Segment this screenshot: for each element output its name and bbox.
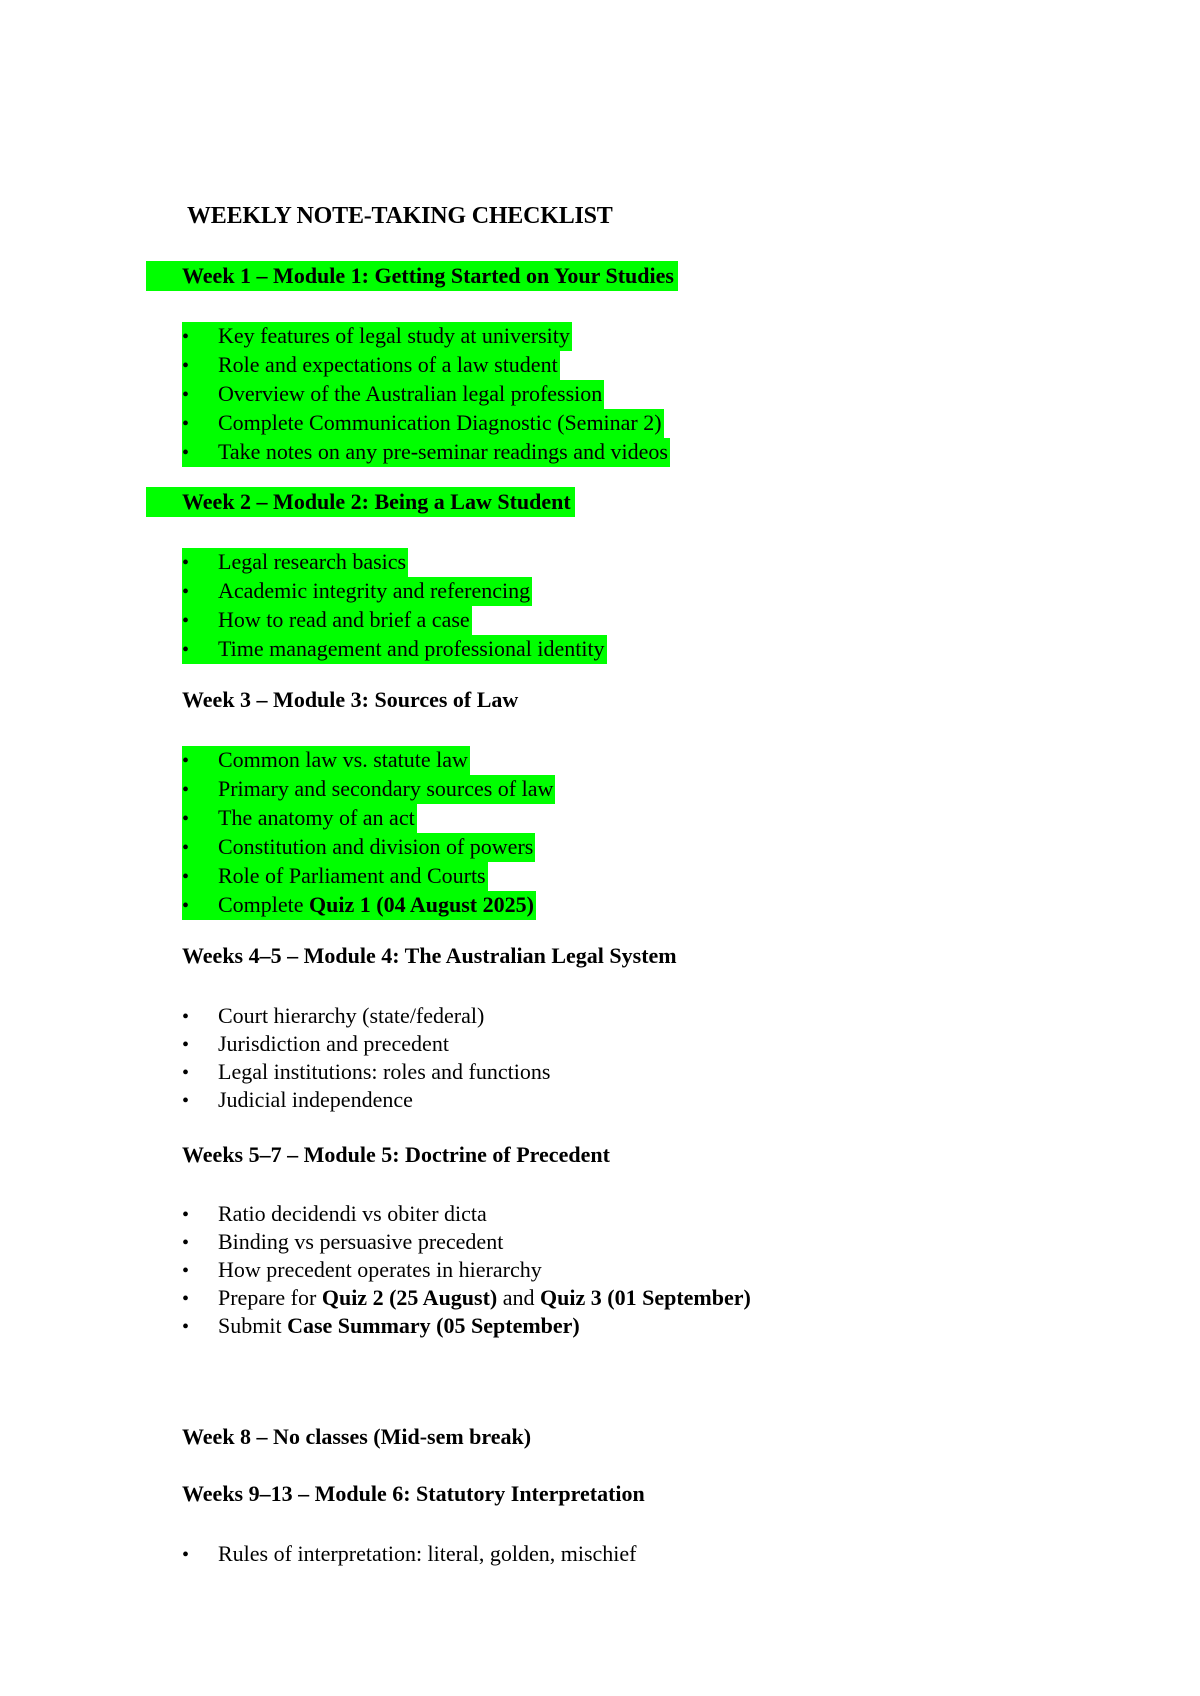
checklist-weeks-5-7 bbox=[182, 1200, 751, 1340]
bullet-icon: • bbox=[182, 1288, 190, 1310]
section-heading-week-1: Week 1 – Module 1: Getting Started on Your Studies bbox=[146, 261, 678, 291]
bullet-icon: • bbox=[182, 892, 218, 920]
list-item: • Time management and professional identity bbox=[182, 635, 607, 664]
checklist-week-2 bbox=[182, 548, 607, 664]
case-summary-deadline: Case Summary (05 September) bbox=[287, 1313, 580, 1338]
list-item: • Key features of legal study at university bbox=[182, 322, 572, 351]
list-item: • The anatomy of an act bbox=[182, 804, 417, 833]
bullet-icon: • bbox=[182, 776, 218, 804]
bullet-icon: • bbox=[182, 352, 218, 380]
list-item: • Primary and secondary sources of law bbox=[182, 775, 555, 804]
bullet-icon: • bbox=[182, 834, 218, 862]
checklist-weeks-4-5 bbox=[182, 1002, 550, 1114]
list-item: • How to read and brief a case bbox=[182, 606, 472, 635]
bullet-icon: • bbox=[182, 549, 218, 577]
list-item: • Court hierarchy (state/federal) bbox=[182, 1002, 550, 1030]
list-item: • Legal research basics bbox=[182, 548, 408, 577]
bullet-icon: • bbox=[182, 805, 218, 833]
list-item: • Judicial independence bbox=[182, 1086, 550, 1114]
bullet-icon: • bbox=[182, 1316, 190, 1338]
section-heading-week-8: Week 8 – No classes (Mid-sem break) bbox=[182, 1424, 532, 1449]
bullet-icon: • bbox=[182, 1090, 190, 1112]
case-summary-item: • Submit Case Summary (05 September) bbox=[182, 1312, 751, 1340]
bullet-icon: • bbox=[182, 863, 218, 891]
bullet-icon: • bbox=[182, 439, 218, 467]
bullet-icon: • bbox=[182, 323, 218, 351]
bullet-icon: • bbox=[182, 607, 218, 635]
bullet-icon: • bbox=[182, 410, 218, 438]
list-item: • Academic integrity and referencing bbox=[182, 577, 532, 606]
list-item: • Role of Parliament and Courts bbox=[182, 862, 488, 891]
bullet-icon: • bbox=[182, 578, 218, 606]
list-item: • Rules of interpretation: literal, golden, mischief bbox=[182, 1540, 637, 1568]
checklist-week-3 bbox=[182, 746, 555, 920]
bullet-icon: • bbox=[182, 381, 218, 409]
section-heading-weeks-9-13: Weeks 9–13 – Module 6: Statutory Interpretation bbox=[182, 1481, 645, 1506]
list-item: • Overview of the Australian legal profession bbox=[182, 380, 604, 409]
checklist-weeks-9-13 bbox=[182, 1540, 637, 1568]
bullet-icon: • bbox=[182, 636, 218, 664]
list-item: • Jurisdiction and precedent bbox=[182, 1030, 550, 1058]
list-item: • Constitution and division of powers bbox=[182, 833, 535, 862]
quiz-3-deadline: Quiz 3 (01 September) bbox=[540, 1285, 751, 1310]
bullet-icon: • bbox=[182, 1062, 190, 1084]
list-item: • How precedent operates in hierarchy bbox=[182, 1256, 751, 1284]
list-item: • Legal institutions: roles and functions bbox=[182, 1058, 550, 1086]
list-item: • Complete Communication Diagnostic (Seminar 2) bbox=[182, 409, 664, 438]
bullet-icon: • bbox=[182, 1232, 190, 1254]
section-heading-weeks-5-7: Weeks 5–7 – Module 5: Doctrine of Precedent bbox=[182, 1142, 610, 1167]
quiz-1-deadline: Quiz 1 (04 August 2025) bbox=[309, 892, 534, 917]
list-item: • Role and expectations of a law student bbox=[182, 351, 560, 380]
list-item: • Ratio decidendi vs obiter dicta bbox=[182, 1200, 751, 1228]
bullet-icon: • bbox=[182, 1204, 190, 1226]
quiz-2-deadline: Quiz 2 (25 August) bbox=[321, 1285, 498, 1310]
quiz-1-item: • Complete Quiz 1 (04 August 2025) bbox=[182, 891, 536, 920]
list-item: • Common law vs. statute law bbox=[182, 746, 470, 775]
section-heading-weeks-4-5: Weeks 4–5 – Module 4: The Australian Legal System bbox=[182, 943, 677, 968]
list-item: • Take notes on any pre-seminar readings and videos bbox=[182, 438, 670, 467]
section-heading-week-2: Week 2 – Module 2: Being a Law Student bbox=[146, 487, 575, 517]
bullet-icon: • bbox=[182, 1544, 190, 1566]
list-item: • Binding vs persuasive precedent bbox=[182, 1228, 751, 1256]
bullet-icon: • bbox=[182, 1006, 190, 1028]
quiz-2-3-item: • Prepare for Quiz 2 (25 August) and Quiz 3 (01 September) bbox=[182, 1284, 751, 1312]
section-heading-week-3: Week 3 – Module 3: Sources of Law bbox=[182, 687, 519, 712]
checklist-week-1 bbox=[182, 322, 670, 467]
bullet-icon: • bbox=[182, 747, 218, 775]
bullet-icon: • bbox=[182, 1260, 190, 1282]
page-title: WEEKLY NOTE-TAKING CHECKLIST bbox=[187, 203, 613, 229]
bullet-icon: • bbox=[182, 1034, 190, 1056]
